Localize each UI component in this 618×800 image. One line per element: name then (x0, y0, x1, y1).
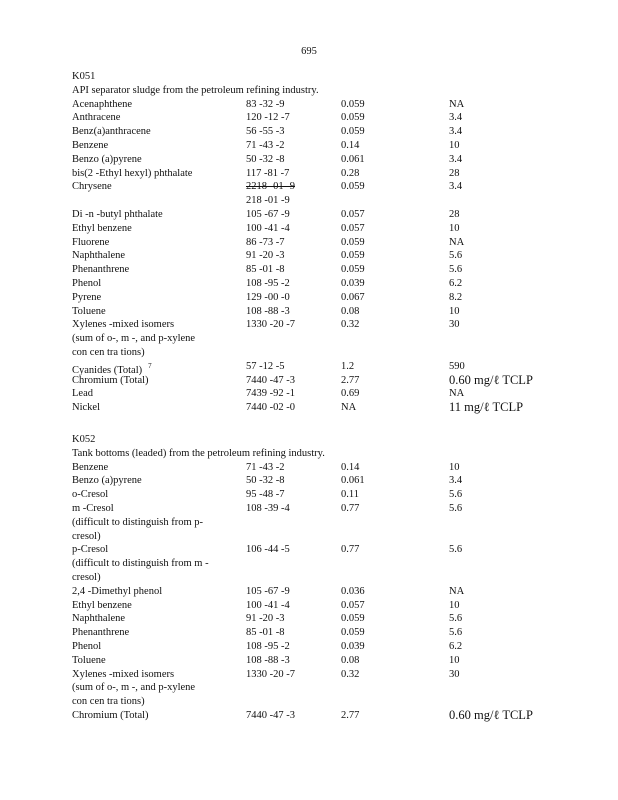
table-row (72, 488, 572, 502)
treatment-standard: 5.6 (449, 544, 463, 556)
constituent-name: Benzo (a)pyrene (72, 153, 142, 165)
concentration-value: 0.69 (341, 388, 360, 400)
constituent-name: (sum of o-, m -, and p-xylene (72, 333, 196, 345)
cas-number: 108 -95 -2 (246, 277, 290, 289)
concentration-value: 0.08 (341, 654, 360, 666)
treatment-standard: 5.6 (449, 489, 463, 501)
constituent-name: Lead (72, 388, 93, 400)
concentration-value: 0.061 (341, 475, 365, 487)
table-row (72, 305, 572, 319)
cas-number: 71 -43 -2 (246, 461, 285, 473)
treatment-standard: NA (449, 585, 465, 597)
treatment-standard: 6.2 (449, 640, 463, 652)
constituent-name: Phenanthrene (72, 627, 130, 639)
cas-number: 100 -41 -4 (246, 599, 290, 611)
table-row (72, 194, 572, 208)
constituent-name: Cyanides (Total) $^7$ (72, 361, 152, 376)
table-row (72, 599, 572, 613)
constituent-name: Benzo (a)pyrene (72, 475, 142, 487)
cas-number: 108 -88 -3 (246, 654, 290, 666)
cas-number: 218 -01 -9 (246, 195, 290, 207)
table-row (72, 318, 572, 332)
cas-number: 56 -55 -3 (246, 126, 285, 138)
cas-number: 50 -32 -8 (246, 153, 285, 165)
constituent-name: Ethyl benzene (72, 222, 132, 234)
constituent-name: (sum of o-, m -, and p-xylene (72, 682, 196, 694)
concentration-value: 0.14 (341, 139, 360, 151)
concentration-value: 0.059 (341, 264, 365, 276)
cas-number: 91 -20 -3 (246, 613, 285, 625)
constituent-name: Pyrene (72, 291, 102, 303)
concentration-value: 0.057 (341, 222, 365, 234)
table-row (72, 401, 572, 415)
cas-number: 1330 -20 -7 (246, 319, 295, 331)
concentration-value: 0.28 (341, 167, 360, 179)
cas-number: 57 -12 -5 (246, 360, 285, 372)
treatment-standard: 3.4 (449, 153, 463, 165)
constituent-table (72, 98, 572, 415)
constituent-name: Naphthalene (72, 613, 126, 625)
constituent-name: p-Cresol (72, 544, 109, 556)
constituent-name: 2,4 -Dimethyl phenol (72, 585, 163, 597)
cas-number: 7440 -02 -0 (246, 402, 295, 414)
constituent-name: cresol) (72, 530, 101, 542)
treatment-standard: 6.2 (449, 277, 463, 289)
table-row (72, 360, 572, 374)
table-row (72, 612, 572, 626)
page-number: 695 (301, 46, 317, 57)
table-row (72, 474, 572, 488)
table-row (72, 640, 572, 654)
concentration-value: 0.059 (341, 112, 365, 124)
cas-number: 1330 -20 -7 (246, 668, 295, 680)
cas-number: 86 -73 -7 (246, 236, 285, 248)
treatment-standard: 30 (449, 319, 460, 331)
concentration-value: 0.14 (341, 461, 360, 473)
cas-number: 71 -43 -2 (246, 139, 285, 151)
cas-number: 7440 -47 -3 (246, 374, 295, 386)
concentration-value: 0.08 (341, 305, 360, 317)
concentration-value: 0.059 (341, 250, 365, 262)
table-row (72, 98, 572, 112)
constituent-name: Naphthalene (72, 250, 126, 262)
constituent-name: Toluene (72, 305, 106, 317)
concentration-value: 0.77 (341, 502, 360, 514)
constituent-name: con cen tra tions) (72, 346, 145, 358)
table-row (72, 291, 572, 305)
table-row (72, 571, 572, 585)
concentration-value: 1.2 (341, 360, 355, 372)
constituent-name: Phenol (72, 277, 102, 289)
concentration-value: 0.32 (341, 319, 360, 331)
cas-number: 117 -81 -7 (246, 167, 290, 179)
concentration-value: 0.067 (341, 291, 365, 303)
table-row (72, 222, 572, 236)
table-row (72, 681, 572, 695)
concentration-value: 2.77 (341, 709, 360, 721)
treatment-standard: 10 (449, 461, 460, 473)
table-row (72, 374, 572, 388)
constituent-name: Fluorene (72, 236, 110, 248)
constituent-name: (difficult to distinguish from p- (72, 516, 204, 528)
treatment-standard: 8.2 (449, 291, 463, 303)
treatment-standard: NA (449, 98, 465, 110)
concentration-value: 0.039 (341, 277, 365, 289)
waste-code: K052 (72, 434, 96, 445)
table-row (72, 654, 572, 668)
concentration-value: 0.059 (341, 98, 365, 110)
table-row (72, 236, 572, 250)
constituent-name: Xylenes -mixed isomers (72, 319, 175, 331)
treatment-standard: 28 (449, 208, 460, 220)
constituent-name: Xylenes -mixed isomers (72, 668, 175, 680)
table-row (72, 332, 572, 346)
cas-number: 2218 -01 -9 (246, 181, 295, 193)
treatment-standard: 3.4 (449, 181, 463, 193)
table-row (72, 626, 572, 640)
constituent-name: Toluene (72, 654, 106, 666)
treatment-standard: 5.6 (449, 264, 463, 276)
treatment-standard: 5.6 (449, 627, 463, 639)
treatment-standard: 11 mg/ℓ TCLP (449, 400, 524, 415)
treatment-standard: 5.6 (449, 502, 463, 514)
cas-number: 7440 -47 -3 (246, 709, 295, 721)
table-row (72, 153, 572, 167)
constituent-name: Nickel (72, 402, 100, 414)
treatment-standard: 28 (449, 167, 460, 179)
treatment-standard: 5.6 (449, 250, 463, 262)
concentration-value: 0.061 (341, 153, 365, 165)
concentration-value: 0.11 (341, 489, 359, 501)
table-row (72, 180, 572, 194)
table-row (72, 461, 572, 475)
treatment-standard: 3.4 (449, 112, 463, 124)
concentration-value: 0.77 (341, 544, 360, 556)
cas-number: 95 -48 -7 (246, 489, 285, 501)
concentration-value: 0.057 (341, 599, 365, 611)
constituent-name: Chrysene (72, 181, 112, 193)
concentration-value: 0.036 (341, 585, 365, 597)
table-row (72, 502, 572, 516)
treatment-standard: NA (449, 388, 465, 400)
concentration-value: 0.059 (341, 236, 365, 248)
constituent-name: Acenaphthene (72, 98, 133, 110)
table-row (72, 263, 572, 277)
table-row (72, 346, 572, 360)
constituent-name: Ethyl benzene (72, 599, 132, 611)
table-row (72, 208, 572, 222)
cas-number: 120 -12 -7 (246, 112, 290, 124)
table-row (72, 516, 572, 530)
footnote-marker: 7 (148, 361, 152, 370)
table-row (72, 668, 572, 682)
concentration-value: 0.059 (341, 627, 365, 639)
table-row (72, 585, 572, 599)
table-row (72, 167, 572, 181)
table-row (72, 277, 572, 291)
treatment-standard: 0.60 mg/ℓ TCLP (449, 707, 533, 722)
waste-description: Tank bottoms (leaded) from the petroleum refining industry. (72, 447, 325, 459)
table-row (72, 387, 572, 401)
cas-number: 100 -41 -4 (246, 222, 290, 234)
waste-code: K051 (72, 71, 96, 82)
table-row (72, 530, 572, 544)
treatment-standard: 10 (449, 599, 460, 611)
concentration-value: 0.059 (341, 181, 365, 193)
table-row (72, 709, 572, 723)
cas-number: 105 -67 -9 (246, 585, 290, 597)
table-row (72, 543, 572, 557)
constituent-name: cresol) (72, 571, 101, 583)
cas-number: 108 -39 -4 (246, 502, 290, 514)
concentration-value: NA (341, 402, 357, 414)
constituent-name: Anthracene (72, 112, 121, 124)
treatment-standard: 590 (449, 360, 465, 372)
treatment-standard: 3.4 (449, 475, 463, 487)
treatment-standard: 10 (449, 654, 460, 666)
table-row (72, 557, 572, 571)
constituent-name: o-Cresol (72, 489, 109, 501)
concentration-value: 0.039 (341, 640, 365, 652)
concentration-value: 0.057 (341, 208, 365, 220)
table-row (72, 249, 572, 263)
cas-number: 106 -44 -5 (246, 544, 290, 556)
treatment-standard: 10 (449, 139, 460, 151)
constituent-name: Chromium (Total) (72, 709, 149, 721)
cas-number: 108 -88 -3 (246, 305, 290, 317)
constituent-name: m -Cresol (72, 502, 114, 514)
constituent-name: con cen tra tions) (72, 696, 145, 708)
constituent-name: (difficult to distinguish from m - (72, 558, 209, 570)
table-row (72, 125, 572, 139)
treatment-standard: 30 (449, 668, 460, 680)
treatment-standard: NA (449, 236, 465, 248)
constituent-name: Phenol (72, 640, 102, 652)
constituent-name: Di -n -butyl phthalate (72, 208, 163, 220)
constituent-name: bis(2 -Ethyl hexyl) phthalate (72, 167, 193, 179)
constituent-name: Phenanthrene (72, 264, 130, 276)
cas-number: 91 -20 -3 (246, 250, 285, 262)
cas-number: 129 -00 -0 (246, 291, 290, 303)
waste-section-k052 (72, 433, 572, 723)
cas-number: 85 -01 -8 (246, 264, 285, 276)
table-row (72, 111, 572, 125)
treatment-standard: 10 (449, 305, 460, 317)
cas-number: 7439 -92 -1 (246, 388, 295, 400)
waste-section-k051 (72, 70, 572, 415)
concentration-value: 0.059 (341, 613, 365, 625)
constituent-name: Benzene (72, 461, 109, 473)
constituent-table (72, 461, 572, 723)
cas-number: 83 -32 -9 (246, 98, 285, 110)
constituent-name: Benz(a)anthracene (72, 126, 151, 138)
cas-number: 50 -32 -8 (246, 475, 285, 487)
cas-number: 108 -95 -2 (246, 640, 290, 652)
table-row (72, 139, 572, 153)
cas-number: 85 -01 -8 (246, 627, 285, 639)
treatment-standard: 3.4 (449, 126, 463, 138)
constituent-name: Benzene (72, 139, 109, 151)
treatment-standard: 10 (449, 222, 460, 234)
concentration-value: 0.32 (341, 668, 360, 680)
table-row (72, 695, 572, 709)
concentration-value: 0.059 (341, 126, 365, 138)
treatment-standard: 5.6 (449, 613, 463, 625)
concentration-value: 2.77 (341, 374, 360, 386)
waste-description: API separator sludge from the petroleum refining industry. (72, 84, 319, 96)
constituent-name: Chromium (Total) (72, 374, 149, 386)
cas-number: 105 -67 -9 (246, 208, 290, 220)
treatment-standard: 0.60 mg/ℓ TCLP (449, 372, 533, 387)
